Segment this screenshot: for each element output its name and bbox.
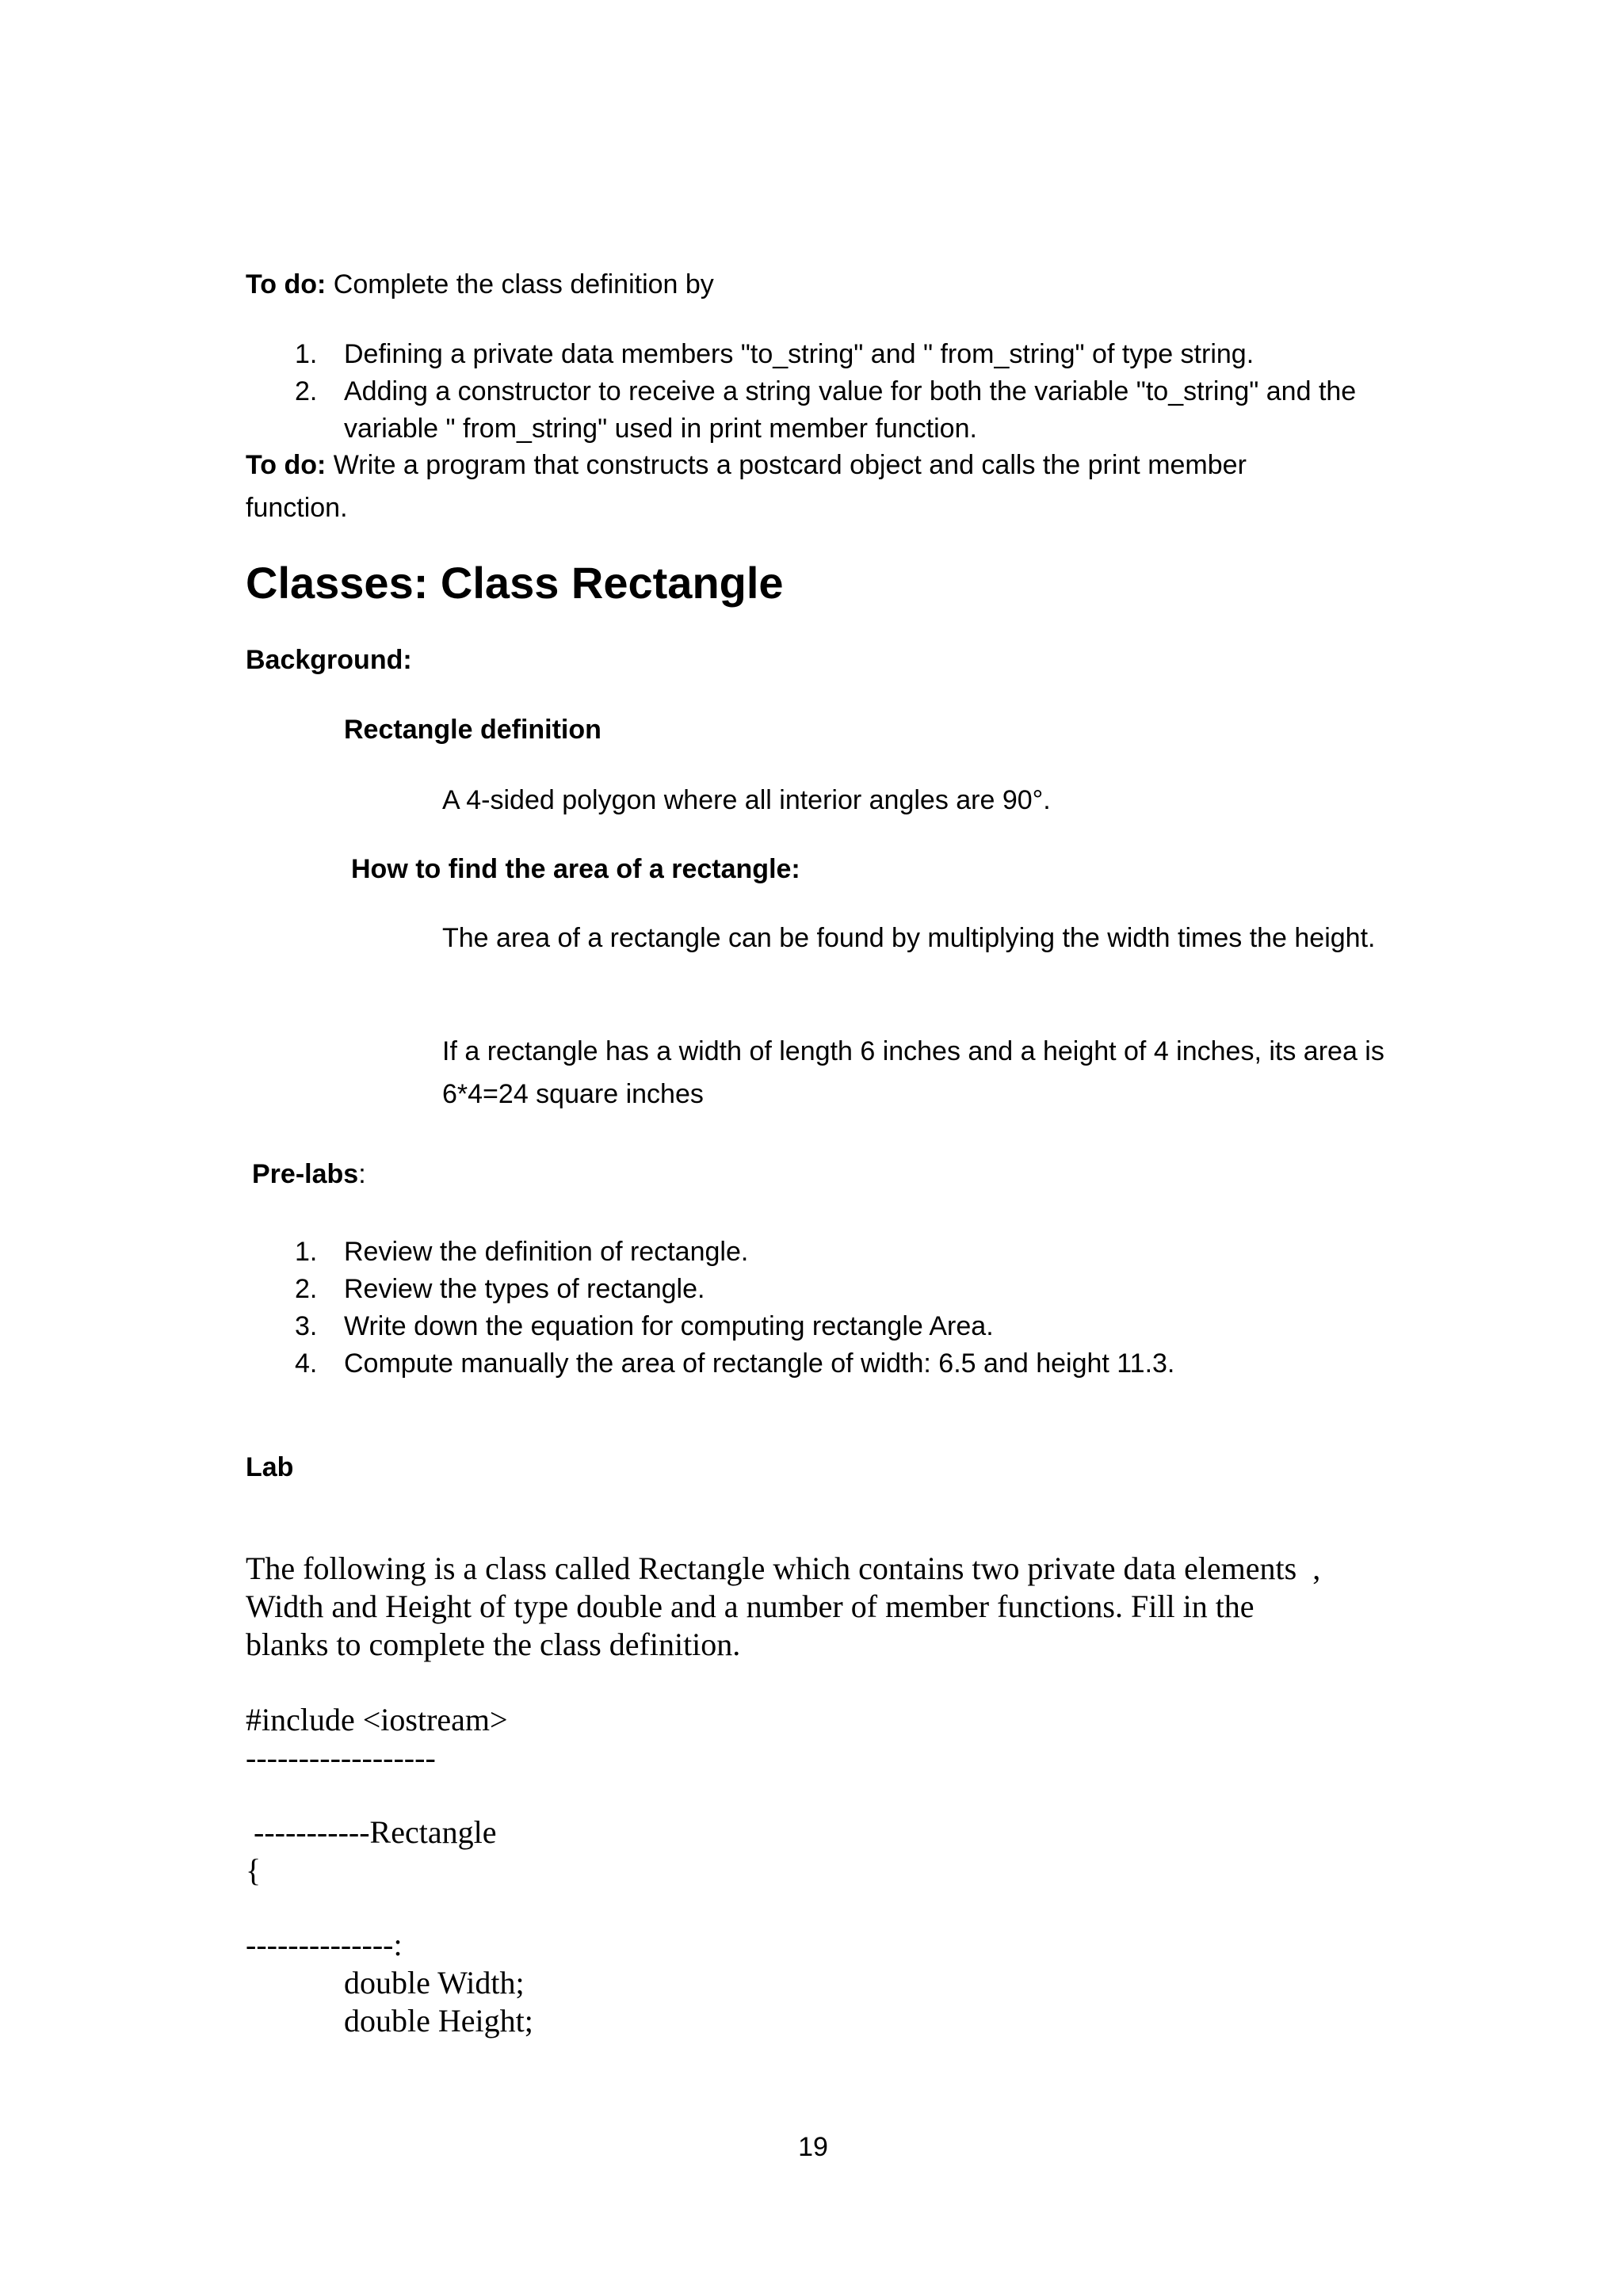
- list-item-text: Adding a constructor to receive a string value for both the variable "to_string" and the variable " from_string" used in print member function.: [344, 376, 1357, 444]
- code-width-member: double Width;: [344, 1965, 525, 2000]
- list-number: 1.: [295, 1237, 318, 1267]
- list-number: 2.: [295, 376, 318, 406]
- prelabs-colon: :: [358, 1159, 366, 1189]
- area-text-1: The area of a rectangle can be found by multiplying the width times the height.: [442, 923, 1376, 953]
- list-item-text: Write down the equation for computing rectangle Area.: [344, 1311, 994, 1341]
- list-item-text: Compute manually the area of rectangle of width: 6.5 and height 11.3.: [344, 1348, 1175, 1379]
- code-blank: ------------------: [246, 1740, 436, 1775]
- code-height-member: double Height;: [344, 2003, 533, 2039]
- list-item-text: Defining a private data members "to_string" and " from_string" of type string.: [344, 339, 1254, 369]
- todo-text: Write a program that constructs a postcard object and calls the print member function.: [246, 450, 1247, 523]
- lab-intro-line-2: Width and Height of type double and a number of member functions. Fill in the: [246, 1589, 1254, 1624]
- todo-label: To do:: [246, 269, 327, 299]
- list-item: [246, 1345, 1387, 1383]
- prelabs-label: [252, 1156, 366, 1193]
- list-item: [246, 373, 1387, 448]
- list-item-text: Review the definition of rectangle.: [344, 1237, 749, 1267]
- list-item: [246, 1308, 1387, 1345]
- prelabs-label-text: Pre-labs: [252, 1159, 359, 1189]
- prelabs-list: [246, 1234, 1387, 1383]
- code-open-brace: {: [246, 1852, 262, 1888]
- definition-heading: Rectangle definition: [344, 715, 601, 745]
- list-item: [246, 336, 1387, 373]
- code-access-specifier: --------------:: [246, 1927, 403, 1962]
- list-number: 4.: [295, 1348, 318, 1379]
- code-include: #include <iostream>: [246, 1702, 508, 1737]
- todo-text: Complete the class definition by: [326, 269, 714, 299]
- code-class-line: -----------Rectangle: [246, 1814, 497, 1850]
- list-item: [246, 1234, 1387, 1271]
- todo-label: To do:: [246, 450, 327, 480]
- page-number: 19: [798, 2132, 828, 2162]
- definition-text: A 4-sided polygon where all interior angles are 90°.: [442, 785, 1051, 815]
- todo-paragraph-1: [246, 266, 1371, 303]
- background-label: Background:: [246, 645, 412, 675]
- lab-label: Lab: [246, 1452, 294, 1482]
- lab-intro-line-1: The following is a class called Rectangle which contains two private data elements ,: [246, 1550, 1321, 1586]
- lab-intro-line-3: blanks to complete the class definition.: [246, 1627, 741, 1662]
- list-number: 2.: [295, 1274, 318, 1304]
- list-number: 1.: [295, 339, 318, 369]
- area-text-2: If a rectangle has a width of length 6 inches and a height of 4 inches, its area is 6*4=24 square inches: [442, 1036, 1384, 1109]
- todo-list: [246, 336, 1387, 448]
- area-heading: How to find the area of a rectangle:: [351, 854, 800, 884]
- list-item: [246, 1271, 1387, 1308]
- section-title: Classes: Class Rectangle: [246, 558, 784, 608]
- list-item-text: Review the types of rectangle.: [344, 1274, 705, 1304]
- list-number: 3.: [295, 1311, 318, 1341]
- todo-paragraph-2: [246, 444, 1331, 529]
